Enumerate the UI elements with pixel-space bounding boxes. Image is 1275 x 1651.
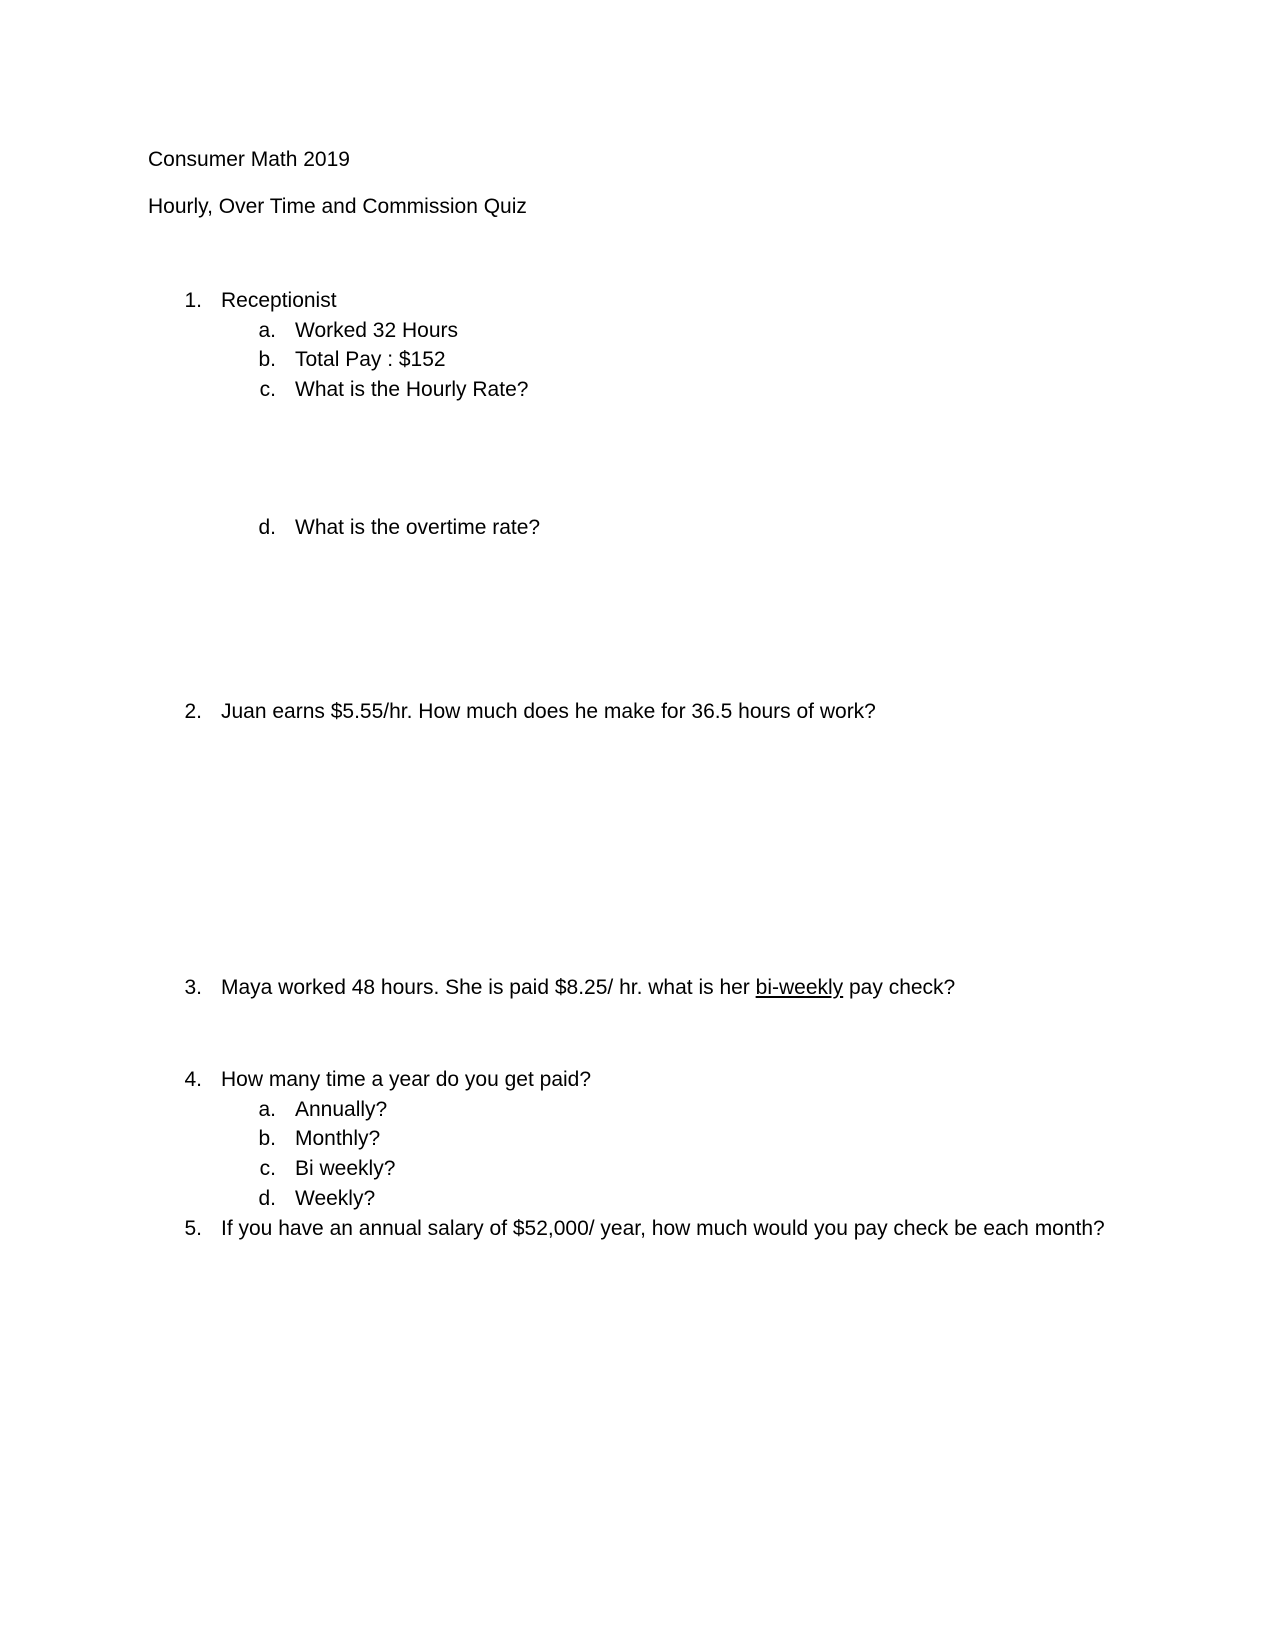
quiz-title: Hourly, Over Time and Commission Quiz: [148, 195, 527, 218]
question-text: Receptionist: [221, 289, 337, 312]
subitem-letter: b.: [258, 1127, 276, 1150]
question-text-before: Maya worked 48 hours. She is paid $8.25/ hr. what is her: [221, 976, 756, 999]
question-text: How many time a year do you get paid?: [221, 1068, 592, 1091]
question-number: 1.: [184, 289, 202, 312]
subitem-letter: d.: [258, 516, 276, 539]
question-number: 5.: [184, 1217, 202, 1240]
subitem-text: Weekly?: [295, 1187, 376, 1210]
course-title: Consumer Math 2019: [148, 148, 350, 171]
subitem-text: Bi weekly?: [295, 1157, 396, 1180]
underlined-term: bi-weekly: [755, 976, 844, 999]
question-text-after: pay check?: [843, 976, 956, 999]
subitem-text: Annually?: [295, 1098, 388, 1121]
question-number: 3.: [184, 976, 202, 999]
subitem-letter: c.: [259, 378, 276, 401]
subitem-text: What is the Hourly Rate?: [295, 378, 529, 401]
question-text: Juan earns $5.55/hr. How much does he make for 36.5 hours of work?: [221, 700, 876, 723]
subitem-text: Total Pay : $152: [295, 348, 446, 371]
subitem-text: Monthly?: [295, 1127, 381, 1150]
question-text: [221, 975, 955, 1001]
subitem-letter: a.: [258, 319, 276, 342]
question-text: If you have an annual salary of $52,000/ year, how much would you pay check be each month?: [221, 1217, 1105, 1240]
question-number: 4.: [184, 1068, 202, 1091]
question-number: 2.: [184, 700, 202, 723]
subitem-letter: b.: [258, 348, 276, 371]
subitem-letter: c.: [259, 1157, 276, 1180]
subitem-letter: d.: [258, 1187, 276, 1210]
subitem-text: Worked 32 Hours: [295, 319, 459, 342]
subitem-letter: a.: [258, 1098, 276, 1121]
subitem-text: What is the overtime rate?: [295, 516, 541, 539]
